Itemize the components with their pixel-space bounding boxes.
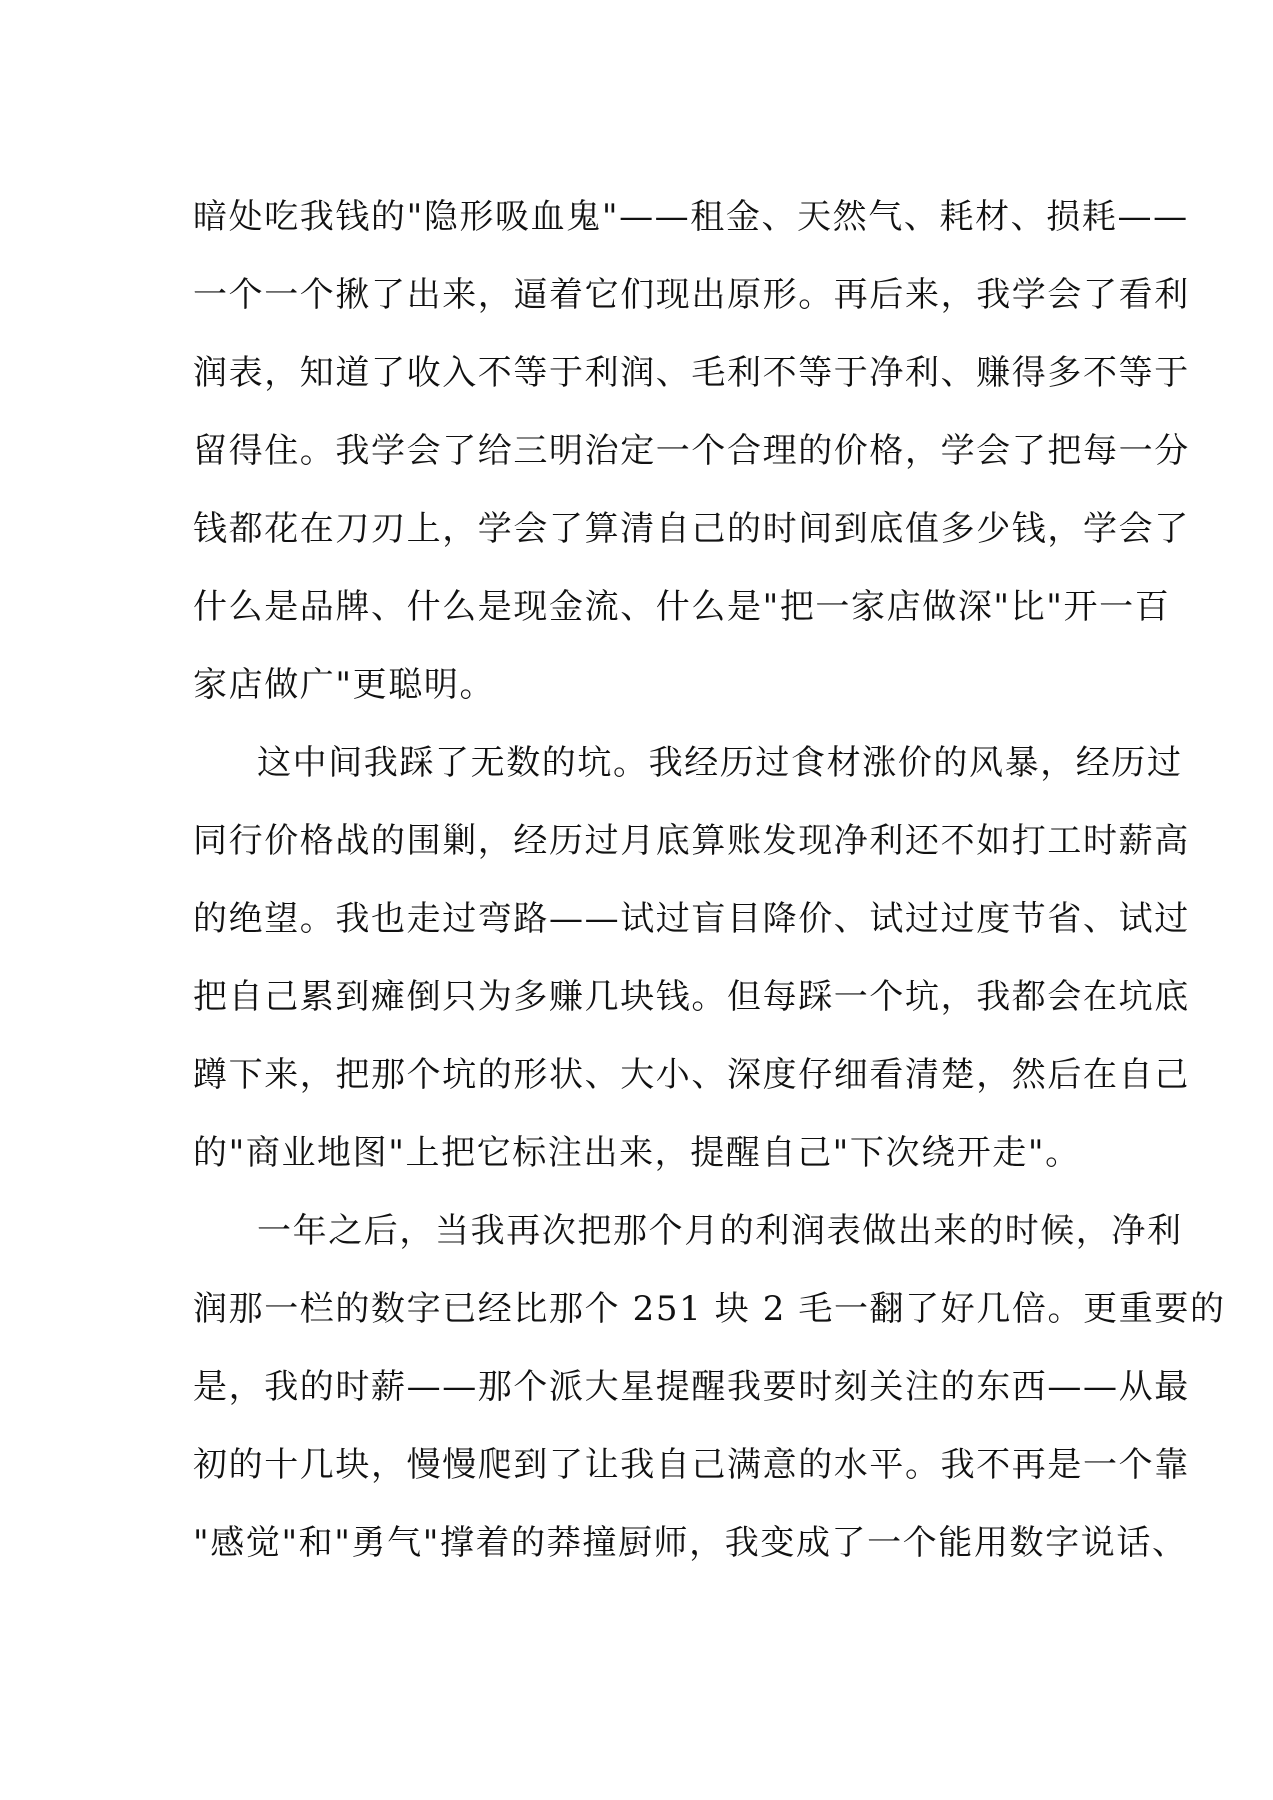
text-line: 的绝望。我也走过弯路——试过盲目降价、试过过度节省、试过 xyxy=(193,899,1190,939)
text-line: 同行价格战的围剿，经历过月底算账发现净利还不如打工时薪高 xyxy=(193,821,1190,861)
body-text xyxy=(193,178,1226,1582)
text-line: 暗处吃我钱的"隐形吸血鬼"——租金、天然气、耗材、损耗—— xyxy=(193,197,1189,237)
text-line: 是，我的时薪——那个派大星提醒我要时刻关注的东西——从最 xyxy=(193,1367,1190,1407)
text-line: 初的十几块，慢慢爬到了让我自己满意的水平。我不再是一个靠 xyxy=(193,1445,1190,1485)
text-line: 留得住。我学会了给三明治定一个合理的价格，学会了把每一分 xyxy=(193,431,1190,471)
text-line: 家店做广"更聪明。 xyxy=(193,665,496,705)
paragraph-start-line: 这中间我踩了无数的坑。我经历过食材涨价的风暴，经历过 xyxy=(257,743,1183,783)
text-line: 一个一个揪了出来，逼着它们现出原形。再后来，我学会了看利 xyxy=(193,275,1190,315)
text-line: 蹲下来，把那个坑的形状、大小、深度仔细看清楚，然后在自己 xyxy=(193,1055,1190,1095)
text-line: 润那一栏的数字已经比那个 251 块 2 毛一翻了好几倍。更重要的 xyxy=(193,1289,1226,1329)
paragraph-start-line: 一年之后，当我再次把那个月的利润表做出来的时候，净利 xyxy=(257,1211,1183,1251)
text-line: "感觉"和"勇气"撑着的莽撞厨师，我变成了一个能用数字说话、 xyxy=(193,1523,1188,1563)
text-line: 的"商业地图"上把它标注出来，提醒自己"下次绕开走"。 xyxy=(193,1133,1081,1173)
text-line: 钱都花在刀刃上，学会了算清自己的时间到底值多少钱，学会了 xyxy=(193,509,1190,549)
text-line: 润表，知道了收入不等于利润、毛利不等于净利、赚得多不等于 xyxy=(193,353,1190,393)
text-line: 什么是品牌、什么是现金流、什么是"把一家店做深"比"开一百 xyxy=(193,587,1171,627)
text-line: 把自己累到瘫倒只为多赚几块钱。但每踩一个坑，我都会在坑底 xyxy=(193,977,1190,1017)
